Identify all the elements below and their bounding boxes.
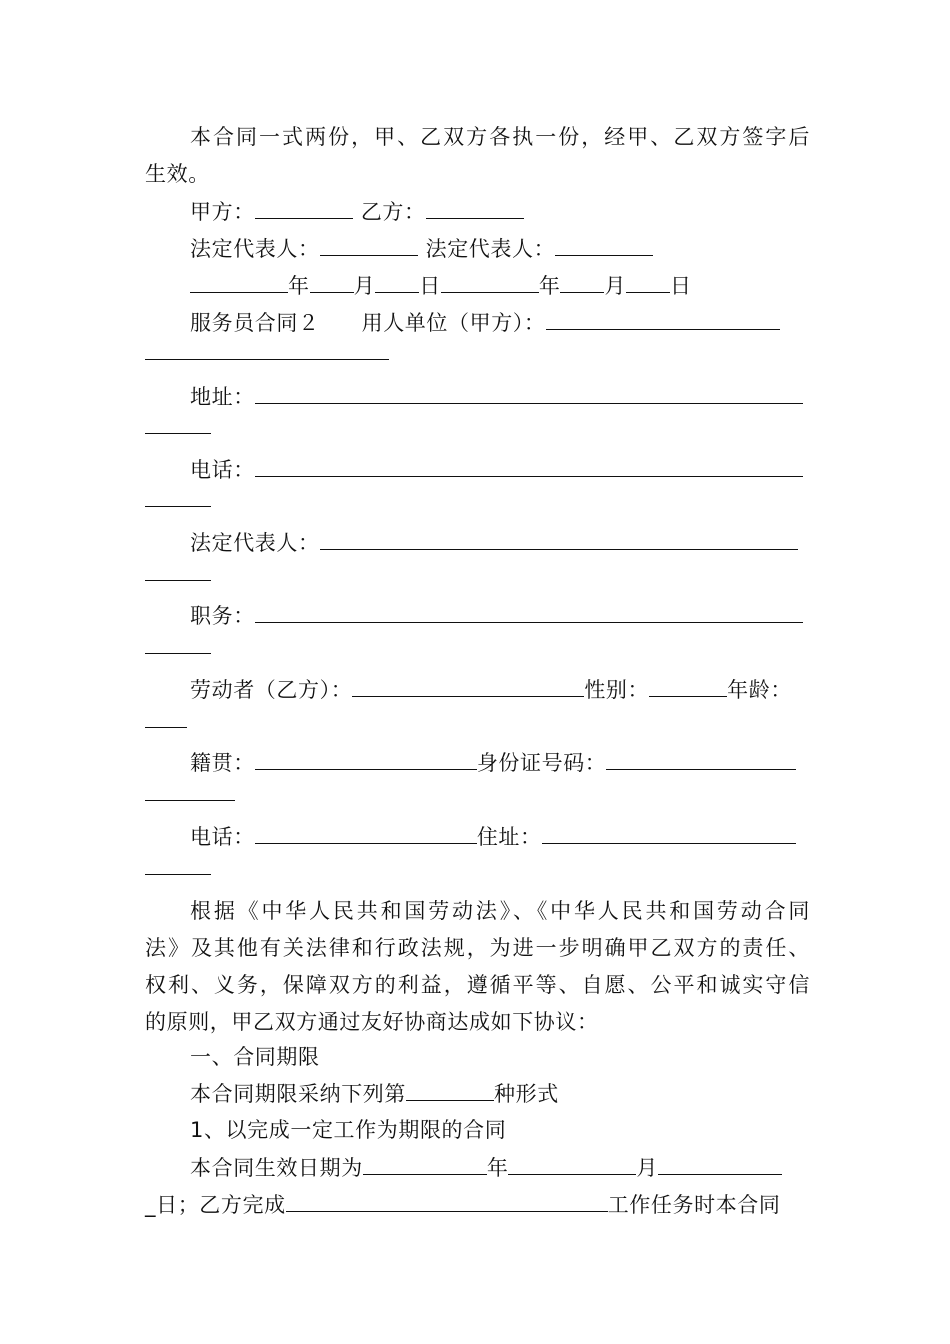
position-blank-continued[interactable] (145, 653, 211, 654)
age-blank[interactable] (145, 727, 187, 728)
day-label: 日 (670, 274, 692, 298)
basis-line-1: 根据《中华人民共和国劳动法》、《中华人民共和国劳动合同 (190, 899, 810, 923)
legal-rep-a-blank[interactable] (320, 234, 418, 256)
position-blank[interactable] (255, 601, 803, 623)
effective-date-row (190, 1153, 810, 1181)
legal-rep-a-label: 法定代表人： (190, 237, 320, 261)
date-b-day-blank[interactable] (626, 271, 670, 293)
party-a-blank[interactable] (255, 197, 353, 219)
position-row (190, 601, 810, 629)
section-1-heading: 一、合同期限 (190, 1045, 320, 1069)
task-end: 工作任务时本合同 (607, 1193, 781, 1217)
signature-date-row (190, 271, 810, 299)
signature-parties-row (190, 197, 810, 225)
legal-rep-blank-continued[interactable] (145, 580, 211, 581)
date-a-month-blank[interactable] (310, 271, 354, 293)
legal-rep-blank[interactable] (320, 528, 798, 550)
day-label: 日 (419, 274, 441, 298)
signature-legal-rep-row (190, 234, 810, 262)
item-1: 1、以完成一定工作为期限的合同 (190, 1118, 507, 1142)
employer-label: 用人单位（甲方）： (361, 311, 546, 335)
address-row (190, 382, 810, 410)
residence-label: 住址： (476, 825, 542, 849)
employer-row (190, 308, 810, 336)
native-label: 籍贯： (190, 751, 255, 775)
phone-label: 电话： (190, 458, 255, 482)
residence-blank-continued[interactable] (145, 874, 211, 875)
day-mark: _日；乙方完成 (145, 1193, 286, 1217)
effective-label: 本合同生效日期为 (190, 1156, 363, 1180)
employer-blank[interactable] (546, 308, 780, 330)
worker-blank[interactable] (352, 675, 584, 697)
year-label: 年 (538, 274, 561, 298)
task-blank[interactable] (286, 1190, 608, 1212)
month-label: 月 (636, 1156, 659, 1180)
worker-row (190, 675, 810, 703)
phone2-label: 电话： (190, 825, 255, 849)
party-a-label: 甲方： (190, 200, 255, 224)
effective-year-blank[interactable] (363, 1153, 487, 1175)
year-label: 年 (288, 274, 310, 298)
copies-clause-line-2: 生效。 (145, 162, 210, 186)
address-label: 地址： (190, 385, 255, 409)
effective-month-blank[interactable] (508, 1153, 636, 1175)
phone-row (190, 455, 810, 483)
legal-rep-b-label: 法定代表人： (425, 237, 556, 261)
term-form-blank[interactable] (406, 1079, 494, 1101)
month-label: 月 (353, 274, 376, 298)
party-b-blank[interactable] (426, 197, 524, 219)
id-number-blank-continued[interactable] (145, 800, 235, 801)
id-number-label: 身份证号码： (476, 751, 607, 775)
date-a-year-blank[interactable] (190, 271, 288, 293)
basis-line-4: 的原则，甲乙双方通过友好协商达成如下协议： (145, 1010, 599, 1034)
phone-blank[interactable] (255, 455, 803, 477)
month-label: 月 (604, 274, 627, 298)
basis-line-2: 法》及其他有关法律和行政法规，为进一步明确甲乙双方的责任、 (145, 936, 810, 960)
worker-contact-row (190, 822, 810, 850)
copies-clause-line-1: 本合同一式两份，甲、乙双方各执一份，经甲、乙双方签字后 (190, 125, 810, 149)
legal-rep-label: 法定代表人： (190, 531, 320, 555)
term-form-row (190, 1079, 810, 1107)
id-number-blank[interactable] (606, 748, 796, 770)
address-blank-continued[interactable] (145, 433, 211, 434)
legal-rep-row (190, 528, 810, 556)
date-a-day-blank[interactable] (375, 271, 419, 293)
phone2-blank[interactable] (255, 822, 477, 844)
task-completion-row (145, 1190, 810, 1218)
native-blank[interactable] (255, 748, 477, 770)
party-b-label: 乙方： (360, 200, 426, 224)
term-prefix: 本合同期限采纳下列第 (190, 1082, 406, 1106)
worker-label: 劳动者（乙方）： (190, 678, 353, 702)
residence-blank[interactable] (542, 822, 796, 844)
gender-blank[interactable] (649, 675, 727, 697)
phone-blank-continued[interactable] (145, 506, 211, 507)
year-label: 年 (486, 1156, 509, 1180)
legal-rep-b-blank[interactable] (555, 234, 653, 256)
native-row (190, 748, 810, 776)
contract2-title: 服务员合同２ (190, 311, 320, 335)
position-label: 职务： (190, 604, 255, 628)
address-blank[interactable] (255, 382, 803, 404)
basis-line-3: 权利、义务，保障双方的利益，遵循平等、自愿、公平和诚实守信 (145, 973, 810, 997)
effective-day-blank[interactable] (658, 1153, 782, 1175)
date-b-year-blank[interactable] (441, 271, 539, 293)
date-b-month-blank[interactable] (560, 271, 604, 293)
term-suffix: 种形式 (494, 1082, 559, 1106)
age-label: 年龄： (727, 678, 792, 702)
gender-label: 性别： (584, 678, 650, 702)
employer-blank-continued[interactable] (145, 359, 389, 360)
